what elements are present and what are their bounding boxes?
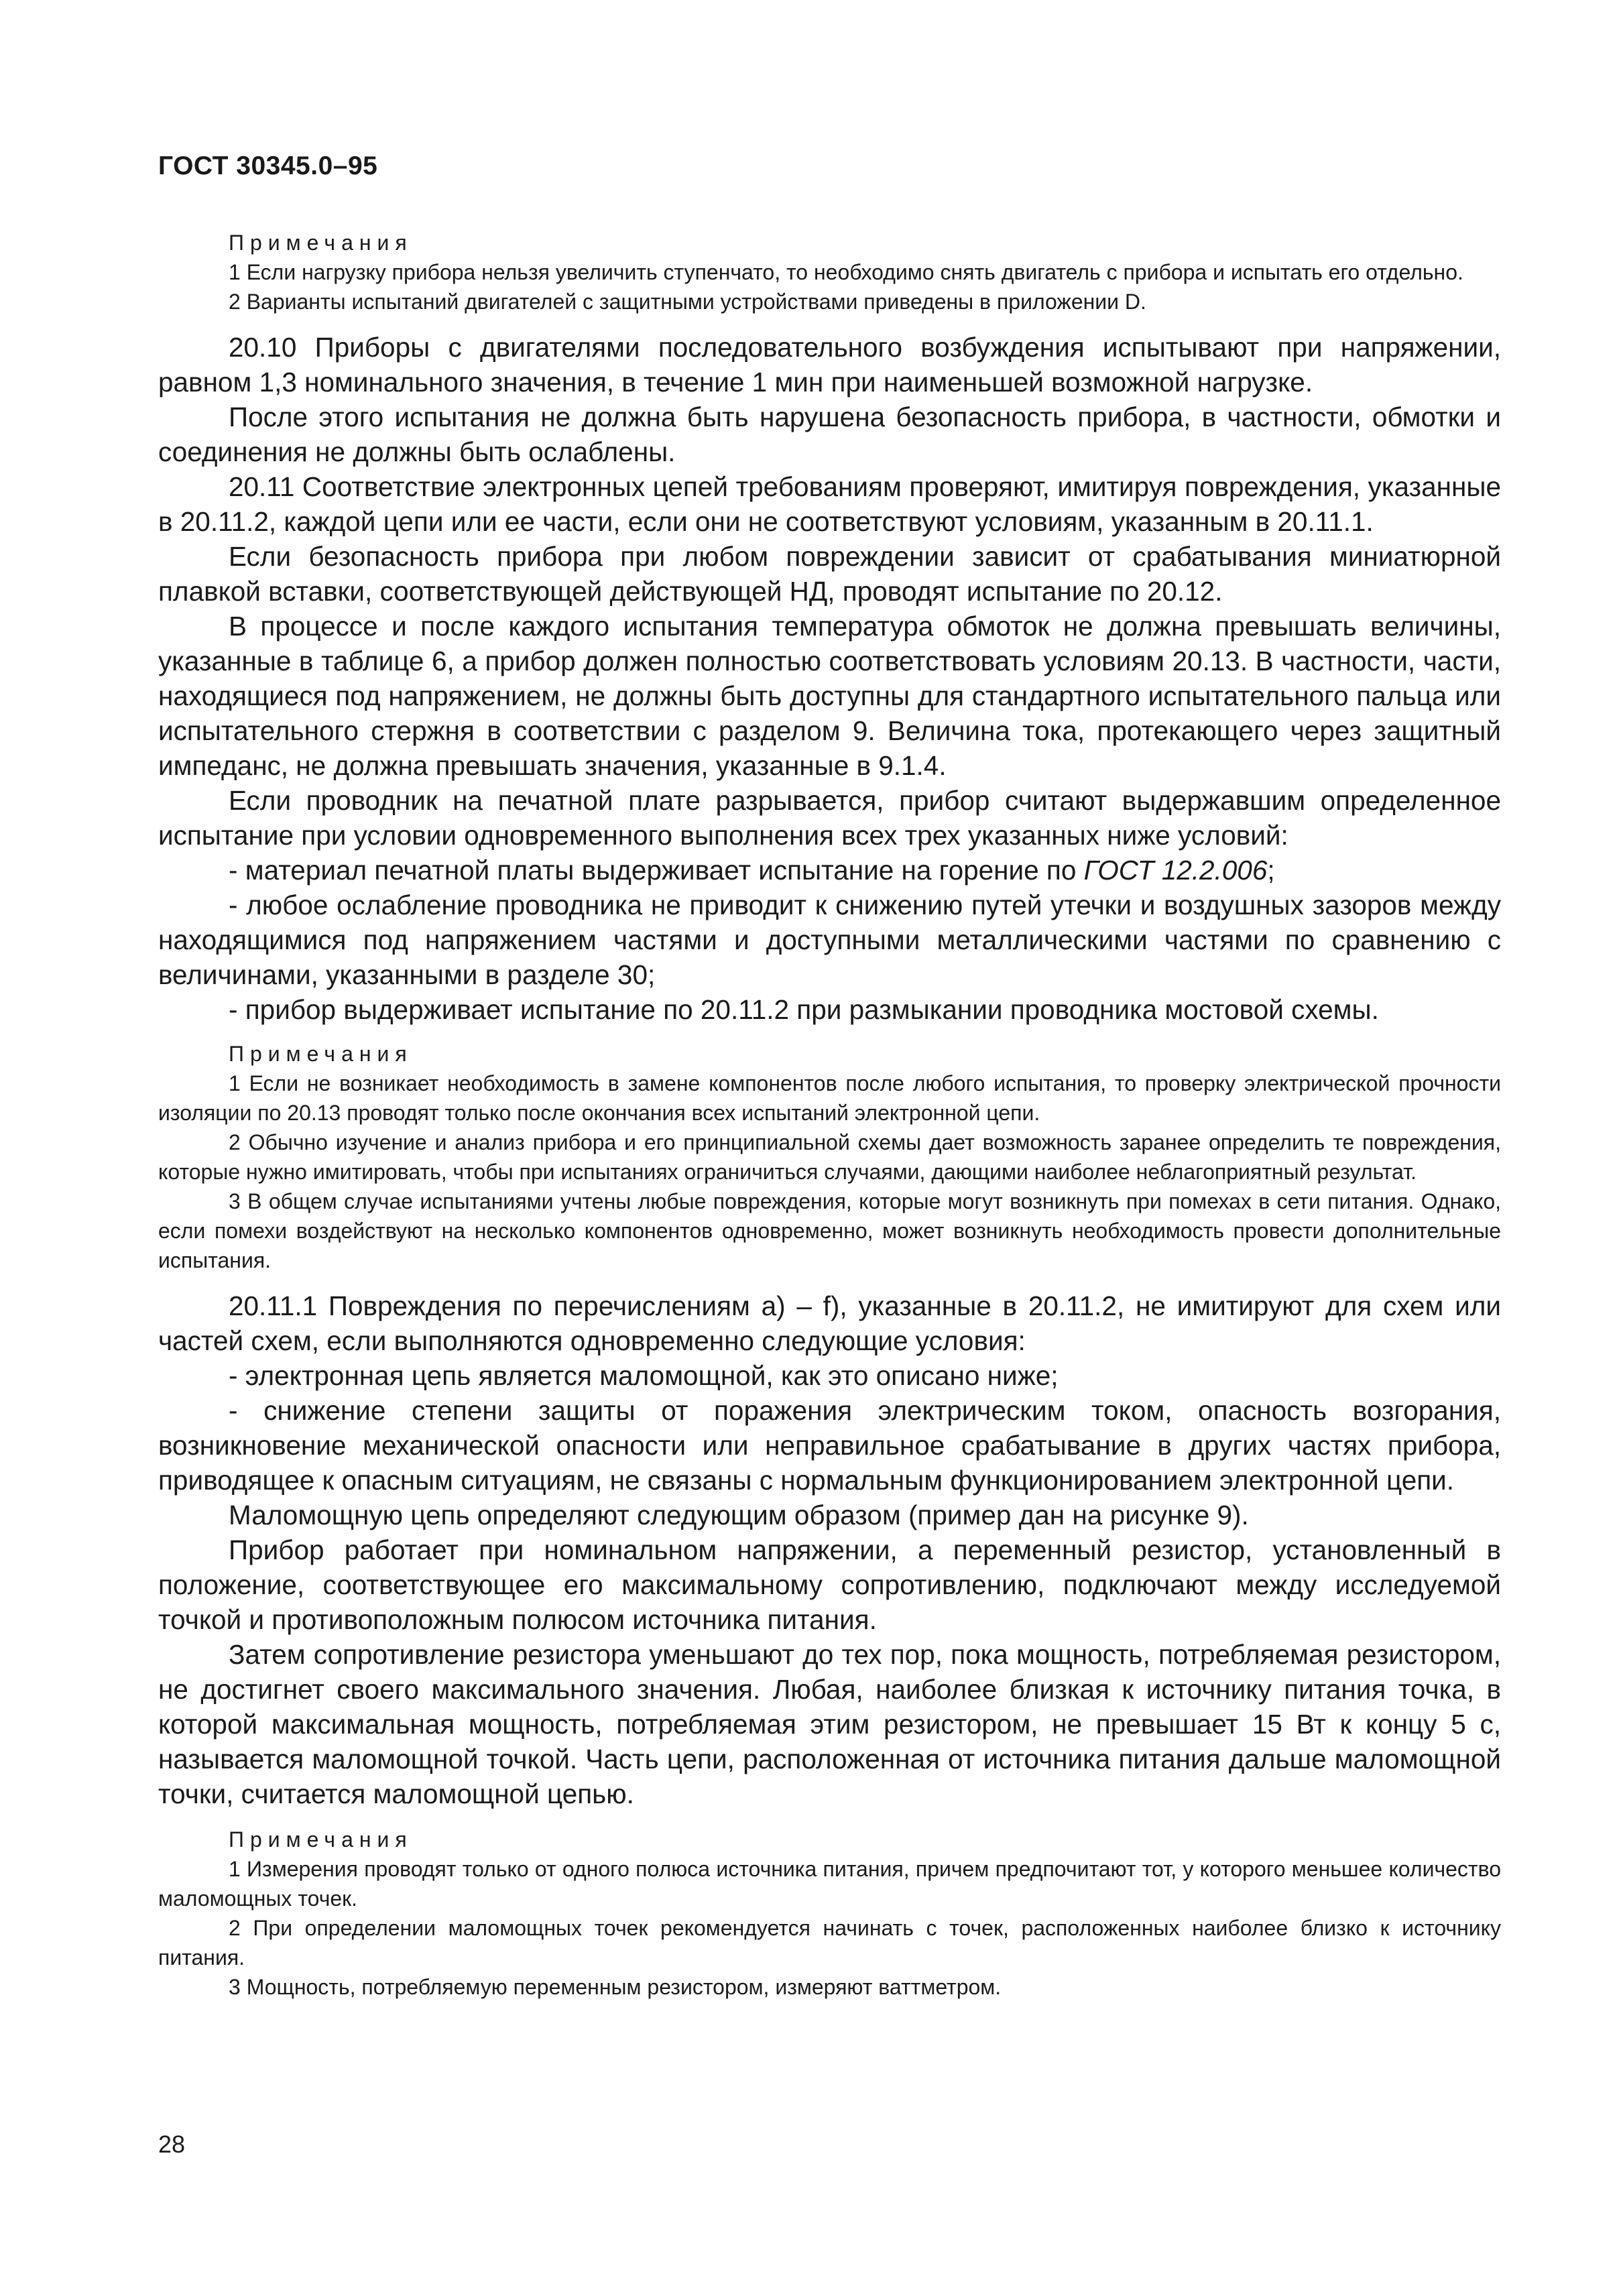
- list-item: - прибор выдерживает испытание по 20.11.2 при размыкании проводника мостовой схемы.: [229, 994, 1379, 1025]
- paragraph: Затем сопротивление резистора уменьшают до тех пор, пока мощность, потребляемая резистором, не достигнет своего максимального значения. Любая, наиболее близкая к источнику питания точка, в которой максимальная мощность, потребляемая этим резистором, не превышает 15 Вт к концу 5 с, называется маломощной точкой. Часть цепи, расположенная от источника питания дальше маломощной точки, считается маломощной цепью.: [158, 1639, 1501, 1809]
- note-item: 3 В общем случае испытаниями учтены любые повреждения, которые могут возникнуть при помехах в сети питания. Однако, если помехи воздействуют на несколько компонентов одновременно, может возникнуть необходимость провести дополнительные испытания.: [158, 1189, 1501, 1272]
- notes-block-2: [158, 1039, 1501, 1275]
- section-20-11-1: [158, 1288, 1501, 1811]
- paragraph: Если проводник на печатной плате разрывается, прибор считают выдержавшим определенное испытание при условии одновременного выполнения всех трех указанных ниже условий:: [158, 785, 1501, 851]
- page-body: [158, 228, 1501, 2002]
- note-item: 3 Мощность, потребляемую переменным резистором, измеряют ваттметром.: [229, 1975, 1002, 1999]
- note-item: 2 При определении маломощных точек рекомендуется начинать с точек, расположенных наиболее близко к источнику питания.: [158, 1916, 1501, 1970]
- paragraph: Прибор работает при номинальном напряжении, а переменный резистор, установленный в положение, соответствующее его максимальному сопротивлению, подключают между исследуемой точкой и противоположным полюсом источника питания.: [158, 1534, 1501, 1635]
- list-item: - электронная цепь является маломощной, как это описано ниже;: [229, 1360, 1059, 1391]
- list-item-end: ;: [1267, 855, 1275, 886]
- section-20-10-20-11: [158, 330, 1501, 1027]
- note-item: 1 Если нагрузку прибора нельзя увеличить ступенчато, то необходимо снять двигатель с прибора и испытать его отдельно.: [229, 260, 1463, 284]
- notes-block-3: [158, 1825, 1501, 2002]
- notes-block-1: [158, 228, 1501, 316]
- paragraph: 20.11.1 Повреждения по перечислениям a) – f), указанные в 20.11.2, не имитируют для схем или частей схем, если выполняются одновременно следующие условия:: [158, 1290, 1501, 1356]
- note-item: 2 Варианты испытаний двигателей с защитными устройствами приведены в приложении D.: [229, 290, 1146, 314]
- document-code-header: ГОСТ 30345.0–95: [158, 152, 378, 180]
- list-item: [158, 853, 1501, 888]
- page-number: 28: [158, 2130, 186, 2158]
- paragraph: 20.10 Приборы с двигателями последовательного возбуждения испытывают при напряжении, равном 1,3 номинального значения, в течение 1 мин при наименьшей возможной нагрузке.: [158, 332, 1501, 398]
- note-item: 1 Измерения проводят только от одного полюса источника питания, причем предпочитают тот, у которого меньшее количество маломощных точек.: [158, 1857, 1501, 1911]
- list-item-text: - материал печатной платы выдерживает испытание на горение по: [229, 855, 1084, 886]
- notes-title: Примечания: [229, 1827, 413, 1852]
- standard-reference: ГОСТ 12.2.006: [1083, 855, 1268, 886]
- notes-title: Примечания: [229, 1042, 413, 1066]
- note-item: 2 Обычно изучение и анализ прибора и его принципиальной схемы дает возможность заранее определить те повреждения, которые нужно имитировать, чтобы при испытаниях ограничиться случаями, дающими наиболее неблагоприятный результат.: [158, 1130, 1501, 1184]
- paragraph: После этого испытания не должна быть нарушена безопасность прибора, в частности, обмотки и соединения не должны быть ослаблены.: [158, 402, 1501, 467]
- list-item: - снижение степени защиты от поражения электрическим током, опасность возгорания, возникновение механической опасности или неправильное срабатывание в других частях прибора, приводящее к опасным ситуациям, не связаны с нормальным функционированием электронной цепи.: [158, 1395, 1501, 1496]
- notes-title: Примечания: [229, 231, 413, 255]
- paragraph: 20.11 Соответствие электронных цепей требованиям проверяют, имитируя повреждения, указанные в 20.11.2, каждой цепи или ее части, если они не соответствуют условиям, указанным в 20.11.1.: [158, 471, 1501, 537]
- paragraph: В процессе и после каждого испытания температура обмоток не должна превышать величины, указанные в таблице 6, а прибор должен полностью соответствовать условиям 20.13. В частности, части, находящиеся под напряжением, не должны быть доступны для стандартного испытательного пальца или испытательного стержня в соответствии с разделом 9. Величина тока, протекающего через защитный импеданс, не должна превышать значения, указанные в 9.1.4.: [158, 611, 1501, 781]
- note-item: 1 Если не возникает необходимость в замене компонентов после любого испытания, то проверку электрической прочности изоляции по 20.13 проводят только после окончания всех испытаний электронной цепи.: [158, 1071, 1501, 1125]
- paragraph: Маломощную цепь определяют следующим образом (пример дан на рисунке 9).: [229, 1500, 1249, 1530]
- list-item: - любое ослабление проводника не приводит к снижению путей утечки и воздушных зазоров между находящимися под напряжением частями и доступными металлическими частями по сравнению с величинами, указанными в разделе 30;: [158, 890, 1501, 990]
- paragraph: Если безопасность прибора при любом повреждении зависит от срабатывания миниатюрной плавкой вставки, соответствующей действующей НД, проводят испытание по 20.12.: [158, 541, 1501, 607]
